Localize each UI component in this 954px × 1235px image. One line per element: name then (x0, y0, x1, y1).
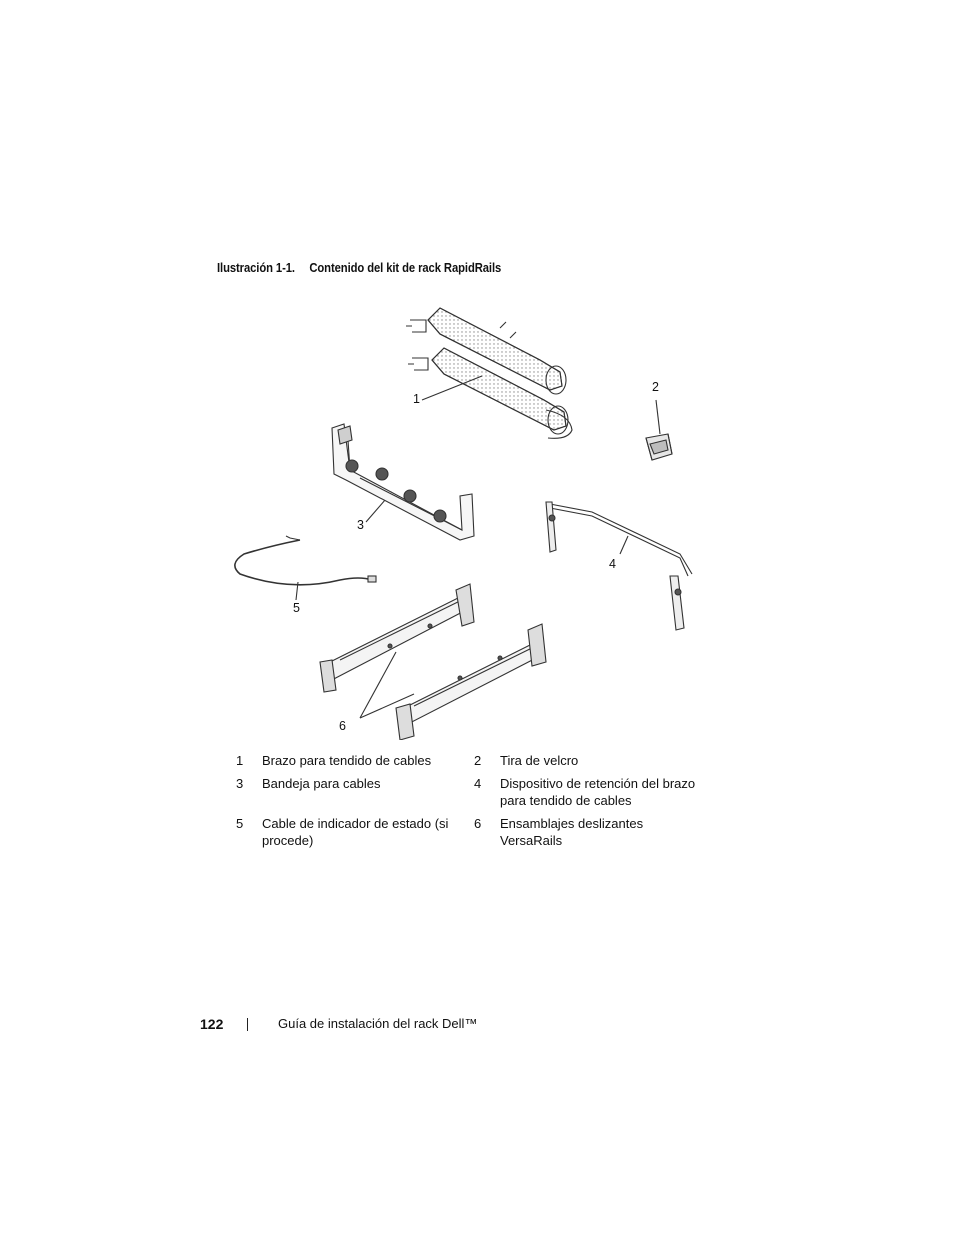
legend-number: 2 (474, 753, 482, 768)
legend-item (474, 775, 712, 809)
legend-text: Dispositivo de retención del brazo para tendido de cables (500, 776, 696, 808)
figure-label: Ilustración 1-1. (217, 261, 295, 275)
illustration-drawing (200, 290, 760, 740)
leader-line-4 (620, 536, 628, 554)
status-indicator-cable-drawing (235, 536, 376, 585)
legend-item (474, 752, 712, 769)
callout-6: 6 (339, 719, 346, 733)
versarails-drawing (320, 584, 546, 740)
figure-title: Contenido del kit de rack RapidRails (309, 261, 502, 275)
legend-row (236, 815, 736, 849)
legend-item (236, 775, 474, 809)
legend-number: 3 (236, 776, 244, 791)
legend-item (236, 752, 474, 769)
legend-item (236, 815, 474, 849)
legend-text: Tira de velcro (500, 753, 579, 768)
figure-legend (236, 752, 736, 855)
legend-row (236, 775, 736, 809)
document-title: Guía de instalación del rack Dell™ (278, 1016, 478, 1031)
legend-item (474, 815, 712, 849)
rack-kit-illustration (200, 290, 760, 740)
velcro-strap-drawing (646, 434, 672, 460)
cable-management-arm-drawing (406, 308, 572, 438)
leader-line-2 (656, 400, 660, 434)
legend-number: 1 (236, 753, 244, 768)
legend-text: Cable de indicador de estado (si procede) (262, 816, 449, 848)
page-number: 122 (200, 1016, 224, 1032)
arm-retainer-drawing (546, 502, 692, 630)
legend-row (236, 752, 736, 769)
legend-number: 5 (236, 816, 244, 831)
legend-text: Ensamblajes deslizantes VersaRails (500, 816, 644, 848)
legend-text: Brazo para tendido de cables (262, 753, 432, 768)
cable-tray-drawing (332, 424, 474, 540)
callout-2: 2 (652, 380, 659, 394)
callout-5: 5 (293, 601, 300, 615)
figure-caption (217, 261, 501, 275)
footer-divider (247, 1018, 248, 1031)
callout-3: 3 (357, 518, 364, 532)
legend-number: 4 (474, 776, 482, 791)
legend-text: Bandeja para cables (262, 776, 381, 791)
callout-4: 4 (609, 557, 616, 571)
callout-1: 1 (413, 392, 420, 406)
legend-number: 6 (474, 816, 482, 831)
